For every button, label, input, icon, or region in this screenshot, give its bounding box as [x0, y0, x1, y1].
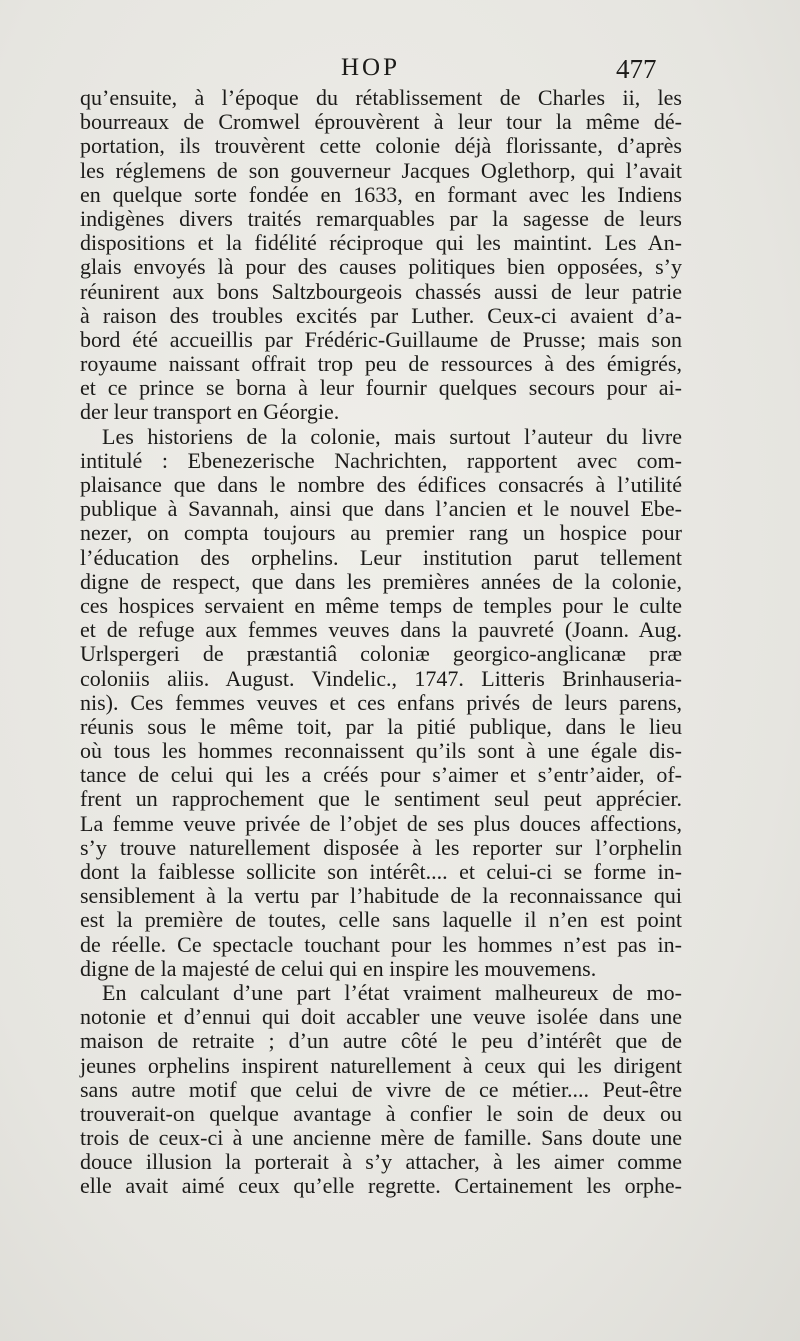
text-line: dispositions et la fidélité réciproque qui les maintint. Les An-: [80, 230, 682, 256]
text-line: royaume naissant offrait trop peu de ressources à des émigrés,: [80, 351, 682, 377]
text-line: où tous les hommes reconnaissent qu’ils sont à une égale dis-: [80, 738, 682, 764]
text-line: tance de celui qui les a créés pour s’aimer et s’entr’aider, of-: [80, 762, 682, 788]
text-line: elle avait aimé ceux qu’elle regrette. Certainement les orphe-: [80, 1173, 682, 1199]
text-line: s’y trouve naturellement disposée à les reporter sur l’orphelin: [80, 834, 682, 860]
text-line: ces hospices servaient en même temps de temples pour le culte: [80, 592, 682, 618]
text-line: digne de respect, que dans les premières années de la colonie,: [80, 568, 682, 594]
text-line: Urlspergeri de præstantiâ coloniæ georgico-anglicanæ præ: [80, 641, 682, 667]
text-line: jeunes orphelins inspirent naturellement à ceux qui les dirigent: [80, 1052, 682, 1078]
text-line: intitulé : Ebenezerische Nachrichten, rapportent avec com-: [80, 447, 682, 473]
text-line: trois de ceux-ci à une ancienne mère de famille. Sans doute une: [80, 1125, 682, 1151]
text-line: portation, ils trouvèrent cette colonie déjà florissante, d’après: [80, 133, 682, 159]
text-line: frent un rapprochement que le sentiment seul peut apprécier.: [80, 786, 682, 812]
text-line: trouverait-on quelque avantage à confier le soin de deux ou: [80, 1100, 682, 1126]
text-line: plaisance que dans le nombre des édifices consacrés à l’utilité: [80, 472, 682, 497]
text-line: et de refuge aux femmes veuves dans la pauvreté (Joann. Aug.: [80, 617, 682, 643]
text-line: nis). Ces femmes veuves et ces enfans privés de leurs parens,: [80, 689, 682, 715]
text-line: sans autre motif que celui de vivre de ce métier.... Peut-être: [80, 1076, 682, 1102]
text-line: notonie et d’ennui qui doit accabler une veuve isolée dans une: [80, 1004, 682, 1030]
text-line: nezer, on compta toujours au premier rang un hospice pour: [80, 520, 682, 546]
text-line: der leur transport en Géorgie.: [80, 399, 340, 425]
text-line: publique à Savannah, ainsi que dans l’ancien et le nouvel Ebe-: [80, 496, 682, 522]
text-line: et ce prince se borna à leur fournir quelques secours pour ai-: [80, 375, 682, 401]
text-line: indigènes divers traités remarquables par la sagesse de leurs: [80, 205, 682, 231]
text-line: dont la faiblesse sollicite son intérêt.... et celui-ci se forme in-: [80, 859, 682, 884]
text-line: l’éducation des orphelins. Leur institution parut tellement: [80, 544, 682, 570]
text-line: sensiblement à la vertu par l’habitude de la reconnaissance qui: [80, 883, 682, 909]
text-line: digne de la majesté de celui qui en inspire les mouvemens.: [80, 955, 597, 981]
text-line: bord été accueillis par Frédéric-Guillaume de Prusse; mais son: [80, 326, 682, 352]
text-line: à raison des troubles excités par Luther. Ceux-ci avaient d’a-: [80, 302, 682, 328]
text-line: Les historiens de la colonie, mais surtout l’auteur du livre: [102, 423, 682, 449]
text-line: réunirent aux bons Saltzbourgeois chassés aussi de leur patrie: [80, 278, 682, 304]
running-head: HOP: [341, 54, 401, 81]
text-line: réunis sous le même toit, par la pitié publique, dans le lieu: [80, 713, 682, 739]
text-line: douce illusion la porterait à s’y attacher, à les aimer comme: [80, 1149, 682, 1175]
text-line: qu’ensuite, à l’époque du rétablissement de Charles ii, les: [80, 85, 682, 110]
text-line: les réglemens de son gouverneur Jacques Oglethorp, qui l’avait: [80, 157, 682, 183]
body-text: [80, 86, 682, 1199]
text-line: coloniis aliis. August. Vindelic., 1747. Litteris Brinhauseria-: [80, 665, 682, 691]
text-line: La femme veuve privée de l’objet de ses plus douces affections,: [80, 810, 682, 836]
page-number: 477: [616, 54, 657, 84]
text-line: En calculant d’une part l’état vraiment malheureux de mo-: [102, 979, 682, 1005]
text-line: glais envoyés là pour des causes politiques bien opposées, s’y: [80, 254, 682, 280]
text-line: en quelque sorte fondée en 1633, en formant avec les Indiens: [80, 181, 682, 207]
text-line: est la première de toutes, celle sans laquelle il n’en est point: [80, 907, 682, 933]
text-line: bourreaux de Cromwel éprouvèrent à leur tour la même dé-: [80, 109, 682, 135]
text-line: maison de retraite ; d’un autre côté le peu d’intérêt que de: [80, 1028, 682, 1054]
text-line: de réelle. Ce spectacle touchant pour les hommes n’est pas in-: [80, 931, 682, 957]
